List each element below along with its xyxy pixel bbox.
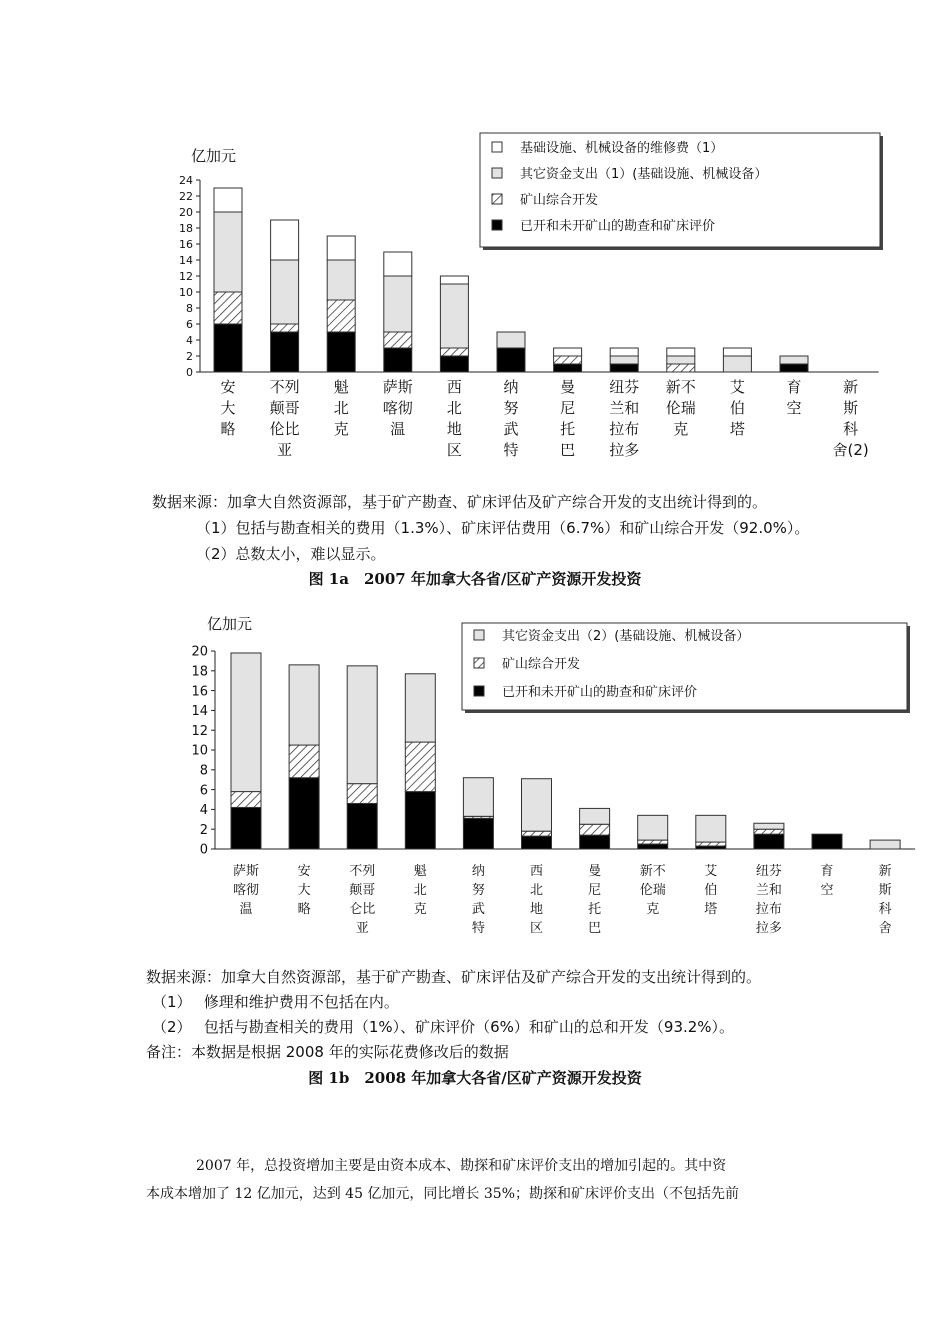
figure1-note2: （2）总数太小，难以显示。	[196, 545, 386, 563]
category-label: 武	[471, 902, 485, 917]
bar-segment	[754, 834, 784, 849]
category-label: 克	[673, 420, 689, 438]
category-label: 西	[529, 864, 544, 879]
legend-swatch	[492, 142, 502, 152]
legend-swatch	[474, 658, 484, 668]
category-label: 科	[878, 902, 892, 917]
figure1-source: 数据来源：加拿大自然资源部，基于矿产勘查、矿床评估及矿产综合开发的支出统计得到的。	[152, 493, 768, 511]
bar-segment	[440, 276, 468, 284]
bar-segment	[522, 836, 552, 849]
category-label: 曼	[560, 378, 576, 396]
body-line-1: 2007 年，总投资增加主要是由资本成本、勘探和矿床评价支出的增加引起的。其中资	[196, 1158, 727, 1174]
bar-segment	[463, 818, 493, 849]
bar-segment	[522, 831, 552, 836]
category-label: 魁	[333, 378, 349, 396]
category-label: 北	[333, 399, 349, 417]
bar-segment	[723, 348, 751, 356]
category-label: 地	[446, 420, 462, 438]
figure1-caption: 图 1a 2007 年加拿大各省/区矿产资源开发投资	[308, 570, 642, 588]
bar-segment	[289, 665, 319, 745]
category-label: 斯	[878, 883, 892, 898]
category-label: 伯	[704, 883, 718, 898]
bar-segment	[214, 292, 242, 324]
legend-label: 基础设施、机械设备的维修费（1）	[520, 141, 724, 156]
bar-segment	[780, 356, 808, 364]
category-label: 育	[820, 864, 834, 879]
y-tick-label: 2	[199, 822, 208, 838]
category-label: 兰和	[609, 399, 640, 417]
bar-segment	[384, 332, 412, 348]
bar-segment	[289, 778, 319, 849]
bar-segment	[463, 778, 493, 817]
category-label: 纳	[503, 378, 519, 396]
bar-segment	[610, 364, 638, 372]
bar-segment	[440, 284, 468, 348]
bar-segment	[580, 824, 610, 835]
category-label: 魁	[413, 864, 427, 879]
y-tick-label: 2	[186, 349, 193, 363]
bar-segment	[214, 324, 242, 372]
y-tick-label: 18	[191, 664, 208, 680]
chart-2008	[191, 615, 915, 936]
y-tick-label: 8	[199, 763, 208, 779]
y-tick-label: 4	[199, 803, 208, 819]
category-label: 托	[588, 902, 602, 917]
category-label: 空	[820, 883, 834, 898]
bar-segment	[610, 348, 638, 356]
category-label: 亚	[355, 921, 369, 936]
bar-segment	[870, 840, 900, 849]
bar-segment	[497, 348, 525, 372]
bar-segment	[667, 348, 695, 356]
category-label: 巴	[588, 921, 602, 936]
category-label: 特	[503, 441, 519, 459]
bar-segment	[231, 653, 261, 792]
category-label: 喀彻	[232, 883, 260, 898]
category-label: 曼	[588, 864, 602, 879]
bar-segment	[667, 356, 695, 364]
chart-2007	[179, 133, 883, 459]
bar-segment	[289, 745, 319, 778]
category-label: 安	[297, 864, 311, 879]
category-label: 育	[786, 378, 802, 396]
category-label: 克	[333, 420, 349, 438]
category-label: 尼	[588, 883, 602, 898]
bar-segment	[347, 803, 377, 849]
bar-segment	[384, 348, 412, 372]
bar-segment	[638, 840, 668, 844]
bar-segment	[327, 260, 355, 300]
category-label: 喀彻	[382, 399, 413, 417]
category-label: 安	[220, 378, 236, 396]
category-label: 纳	[471, 864, 485, 879]
bar-segment	[780, 364, 808, 372]
category-label: 科	[843, 420, 859, 438]
bar-segment	[696, 842, 726, 846]
bar-segment	[440, 348, 468, 356]
bar-segment	[754, 823, 784, 829]
category-label: 拉布	[609, 420, 640, 438]
category-label: 伦瑞	[639, 883, 666, 898]
category-label: 西	[446, 378, 462, 396]
bar-segment	[271, 324, 299, 332]
bar-segment	[580, 835, 610, 849]
category-label: 巴	[560, 441, 576, 459]
category-label: 艾	[704, 864, 718, 879]
bar-segment	[347, 666, 377, 784]
figure2-note2: （2） 包括与勘查相关的费用（1%）、矿床评价（6%）和矿山的总和开发（93.2%）。	[152, 1018, 735, 1036]
y-tick-label: 6	[199, 783, 208, 799]
bar-segment	[327, 300, 355, 332]
figure2-note1: （1） 修理和维护费用不包括在内。	[152, 993, 399, 1011]
category-label: 伦瑞	[665, 399, 696, 417]
category-label: 舍(2)	[832, 441, 869, 459]
category-label: 斯	[843, 399, 859, 417]
category-label: 塔	[704, 902, 718, 917]
category-label: 纽芬	[609, 378, 640, 396]
bar-segment	[271, 332, 299, 372]
bar-segment	[214, 188, 242, 212]
y-tick-label: 14	[191, 704, 208, 720]
category-label: 大	[220, 399, 236, 417]
bar-segment	[384, 252, 412, 276]
y-tick-label: 0	[186, 365, 193, 379]
y-tick-label: 12	[191, 723, 208, 739]
bar-segment	[327, 332, 355, 372]
category-label: 尼	[560, 399, 576, 417]
bar-segment	[754, 829, 784, 834]
category-label: 温	[390, 420, 406, 438]
category-label: 纽芬	[755, 864, 782, 879]
category-label: 拉多	[609, 441, 640, 459]
category-label: 颠哥	[269, 399, 300, 417]
legend-swatch	[474, 630, 484, 640]
legend-label: 其它资金支出（2）(基础设施、机械设备）	[502, 629, 750, 644]
category-label: 伦比	[269, 420, 300, 438]
category-label: 不列	[349, 864, 376, 879]
category-label: 武	[503, 420, 519, 438]
bar-segment	[231, 807, 261, 849]
y-tick-label: 20	[191, 644, 208, 660]
bar-segment	[405, 674, 435, 742]
bar-segment	[696, 815, 726, 842]
category-label: 地	[529, 902, 544, 917]
category-label: 略	[220, 420, 236, 438]
category-label: 克	[646, 902, 660, 917]
category-label: 拉布	[755, 902, 782, 917]
body-line-2: 本成本增加了 12 亿加元，达到 45 亿加元，同比增长 35%；勘探和矿床评价支出（不包括先前	[146, 1186, 739, 1202]
y-tick-label: 16	[179, 237, 193, 251]
legend-swatch	[492, 220, 502, 230]
bar-segment	[405, 792, 435, 849]
category-label: 新	[843, 378, 859, 396]
bar-segment	[327, 236, 355, 260]
y-tick-label: 12	[179, 269, 193, 283]
category-label: 仑比	[349, 902, 376, 917]
bar-segment	[214, 212, 242, 292]
bar-segment	[554, 364, 582, 372]
bar-segment	[554, 348, 582, 356]
category-label: 努	[471, 883, 485, 898]
bar-segment	[723, 356, 751, 372]
category-label: 略	[297, 902, 311, 917]
bar-segment	[580, 808, 610, 824]
bar-segment	[522, 779, 552, 831]
y-tick-label: 6	[186, 317, 193, 331]
category-label: 萨斯	[232, 864, 260, 879]
figure1-note1: （1）包括与勘查相关的费用（1.3%）、矿床评估费用（6.7%）和矿山综合开发（92.0%）。	[196, 519, 810, 537]
bar-segment	[231, 792, 261, 808]
category-label: 区	[529, 921, 544, 936]
legend-swatch	[492, 194, 502, 204]
y-tick-label: 20	[179, 205, 193, 219]
bar-segment	[497, 332, 525, 348]
bar-segment	[384, 276, 412, 332]
category-label: 不列	[269, 378, 300, 396]
category-label: 托	[560, 420, 576, 438]
bar-segment	[638, 815, 668, 840]
bar-segment	[347, 784, 377, 804]
category-label: 塔	[729, 420, 745, 438]
figure2-remark: 备注：本数据是根据 2008 年的实际花费修改后的数据	[146, 1043, 509, 1061]
bar-segment	[271, 220, 299, 260]
category-label: 区	[446, 441, 462, 459]
legend-swatch	[474, 686, 484, 696]
bar-segment	[638, 844, 668, 849]
category-label: 兰和	[755, 883, 782, 898]
legend-label: 已开和未开矿山的勘查和矿床评价	[520, 219, 716, 234]
y-tick-label: 18	[179, 221, 193, 235]
category-label: 新不	[665, 378, 696, 396]
y-tick-label: 24	[179, 173, 193, 187]
bar-segment	[610, 356, 638, 364]
legend-label: 其它资金支出（1）(基础设施、机械设备）	[520, 167, 768, 182]
y-tick-label: 14	[179, 253, 193, 267]
bar-segment	[667, 364, 695, 372]
legend-label: 矿山综合开发	[502, 657, 581, 672]
category-label: 拉多	[755, 921, 782, 936]
category-label: 努	[503, 399, 519, 417]
category-label: 大	[297, 883, 311, 898]
category-label: 北	[446, 399, 462, 417]
category-label: 舍	[878, 921, 892, 936]
y-tick-label: 0	[199, 842, 208, 858]
y-tick-label: 16	[191, 684, 208, 700]
y-axis-title: 亿加元	[191, 147, 237, 165]
y-tick-label: 10	[179, 285, 193, 299]
y-axis-title: 亿加元	[207, 615, 253, 633]
category-label: 特	[471, 921, 485, 936]
category-label: 艾	[729, 378, 745, 396]
figure2-caption: 图 1b 2008 年加拿大各省/区矿产资源开发投资	[308, 1069, 642, 1087]
category-label: 温	[239, 902, 253, 917]
legend-label: 矿山综合开发	[520, 193, 599, 208]
figure2-source: 数据来源：加拿大自然资源部，基于矿产勘查、矿床评估及矿产综合开发的支出统计得到的。	[146, 968, 762, 986]
bar-segment	[440, 356, 468, 372]
y-tick-label: 8	[186, 301, 193, 315]
category-label: 空	[786, 399, 802, 417]
y-tick-label: 22	[179, 189, 193, 203]
bar-segment	[812, 834, 842, 849]
y-tick-label: 4	[186, 333, 193, 347]
category-label: 北	[413, 883, 427, 898]
category-label: 新不	[639, 864, 666, 879]
bar-segment	[405, 742, 435, 792]
category-label: 萨斯	[382, 378, 413, 396]
legend-label: 已开和未开矿山的勘查和矿床评价	[502, 685, 698, 700]
category-label: 颠哥	[349, 883, 376, 898]
category-label: 克	[413, 902, 427, 917]
category-label: 新	[878, 864, 892, 879]
category-label: 北	[529, 883, 544, 898]
category-label: 亚	[277, 441, 293, 459]
category-label: 伯	[729, 399, 745, 417]
bar-segment	[271, 260, 299, 324]
y-tick-label: 10	[191, 743, 208, 759]
legend-swatch	[492, 168, 502, 178]
bar-segment	[554, 356, 582, 364]
